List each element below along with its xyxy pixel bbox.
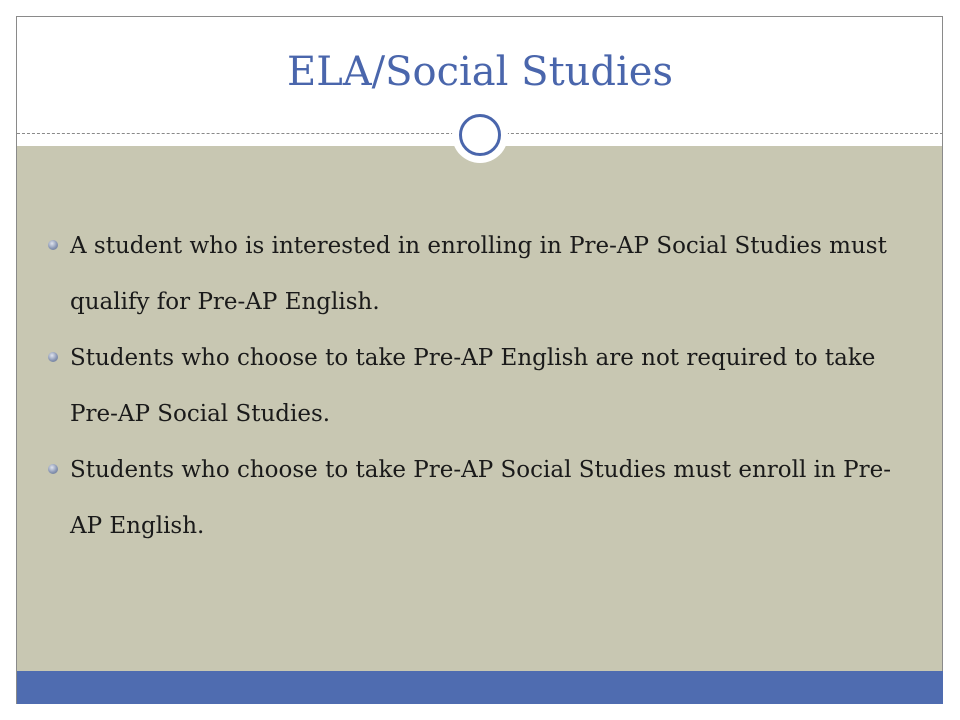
bullet-text: A student who is interested in enrolling in Pre-AP Social Studies must qualify for Pre-AP English.	[70, 233, 887, 315]
bullet-item	[48, 218, 908, 330]
ring-outline	[459, 114, 501, 156]
bullet-text: Students who choose to take Pre-AP English are not required to take Pre-AP Social Studies.	[70, 345, 876, 427]
round-bullet-icon	[48, 240, 58, 250]
round-bullet-icon	[48, 352, 58, 362]
bullet-item	[48, 442, 908, 554]
bullet-item	[48, 330, 908, 442]
bullet-text: Students who choose to take Pre-AP Social Studies must enroll in Pre-AP English.	[70, 457, 891, 539]
ring-icon	[452, 107, 508, 163]
round-bullet-icon	[48, 464, 58, 474]
footer-bar	[17, 671, 943, 704]
bullet-list	[48, 218, 908, 554]
slide-title: ELA/Social Studies	[287, 49, 673, 95]
